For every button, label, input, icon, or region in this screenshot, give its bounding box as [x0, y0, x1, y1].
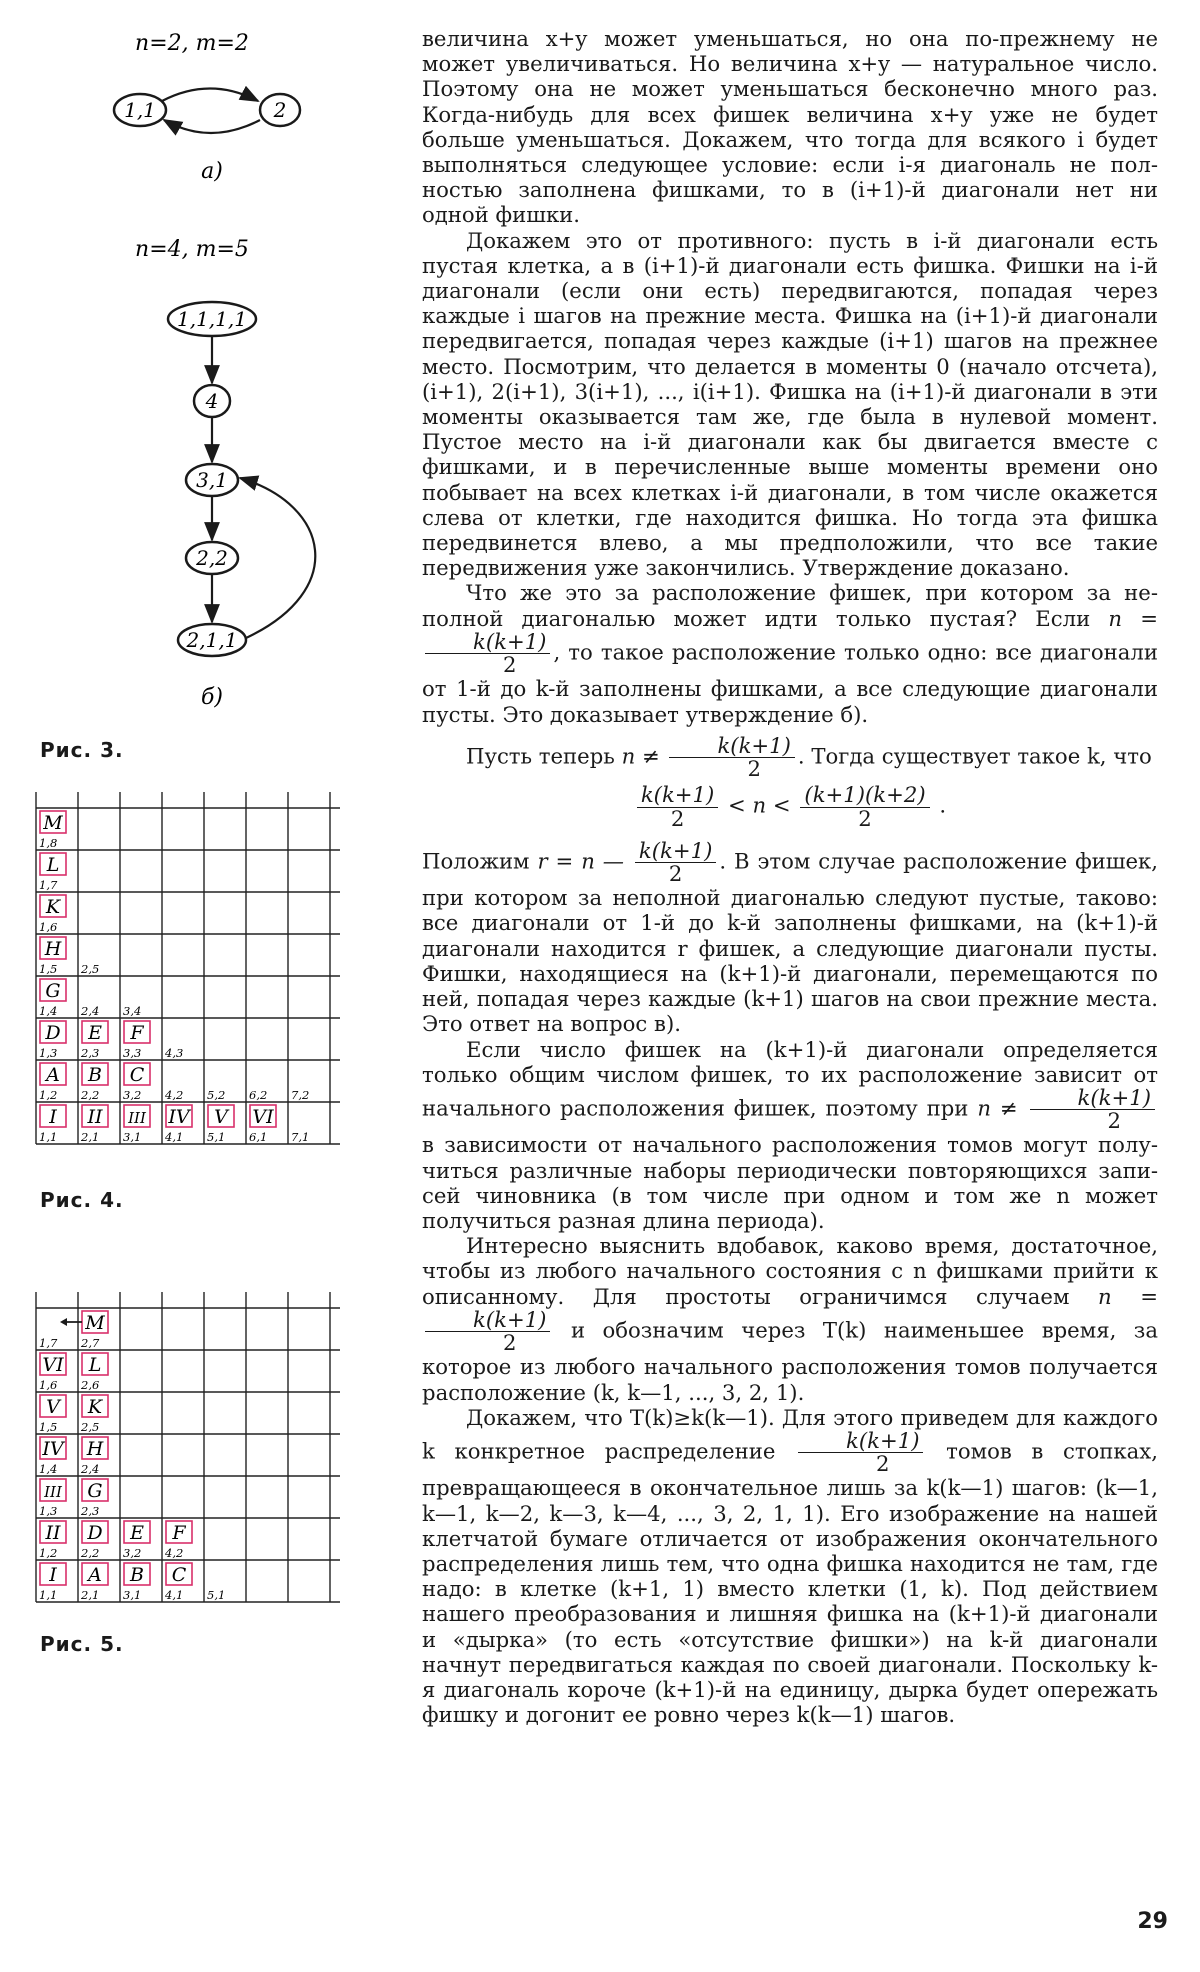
paragraph-7: [422, 1233, 1158, 1405]
volume-letter: A: [88, 1564, 102, 1586]
paragraph-1: величина x+y может уменьшаться, но она по-прежнему не может увеличиваться. Но величина x+y — натуральное число. Поэтому она не может уменьшаться бесконечно много раз. Когда-нибудь для всех фишек величина x+y уже не будет больше уменьшаться. Докажем, что тогда для всякого i будет выполняться следующее условие: если i-я диагональ не полностью заполнена фишками, то в (i+1)-й диагонали нет ни одной фишки.: [422, 26, 1158, 228]
volume-letter: D: [87, 1522, 103, 1544]
fraction-denominator: 2: [858, 805, 872, 831]
volume-letter: H: [86, 1438, 104, 1460]
fig5-move-arrowhead: [60, 1318, 67, 1326]
cell-coordinate: 2,5: [81, 1420, 100, 1434]
fig3a-header: n=2, m=2: [135, 31, 249, 56]
cell-coordinate: 4,2: [165, 1546, 184, 1560]
fraction-k-k1-over-2: [425, 628, 550, 678]
paragraph-6-start: Если число фишек на (k+1)-й диагонали определяется только общим числом фишек, то их расположение зависит от начального расположения фишек, поэтому при: [422, 1036, 1158, 1121]
cell-coordinate: 1,2: [39, 1546, 58, 1560]
volume-letter: II: [45, 1522, 61, 1544]
fig3b-header: n=4, m=5: [135, 237, 249, 262]
cell-coordinate: 3,4: [123, 1004, 142, 1018]
fraction-numerator: k(k+1): [669, 735, 794, 758]
fig5-label: Рис. 5.: [40, 1632, 124, 1656]
fraction-r: [635, 837, 716, 887]
fraction-right: [800, 784, 929, 830]
cell-coordinate: 2,2: [81, 1088, 100, 1102]
fig3-label: Рис. 3.: [40, 738, 124, 762]
cell-coordinate: 2,1: [81, 1588, 100, 1602]
fig3b-node-211-label: 2,1,1: [186, 628, 238, 652]
fraction-denominator: 2: [747, 756, 761, 782]
fraction-numerator: k(k+1): [1030, 1087, 1155, 1110]
fig3a-arrow-forward: [162, 89, 258, 102]
cell-coordinate: 1,6: [39, 1378, 58, 1392]
cell-coordinate: 4,1: [165, 1130, 184, 1144]
volume-letter: III: [128, 1109, 146, 1127]
cell-coordinate: 6,1: [249, 1130, 268, 1144]
fraction-k-k1-over-2-b: [669, 732, 794, 782]
volume-letter: IV: [42, 1438, 64, 1460]
fraction-denominator: 2: [876, 1451, 890, 1477]
figure-3-diagrams: [0, 0, 400, 560]
paragraph-7-end: и обозначим через T(k) наименьшее время, за которое из любого начального расположения томов получается расположение (k, k—1, ..., 3, 2, 1).: [422, 1317, 1158, 1405]
volume-letter: G: [45, 980, 61, 1002]
cell-coordinate: 1,1: [39, 1588, 58, 1602]
cell-coordinate: 1,2: [39, 1088, 58, 1102]
volume-letter: C: [171, 1564, 187, 1586]
fig3a-node-2-label: 2: [273, 98, 287, 122]
less-n-less: < n <: [728, 792, 791, 818]
cell-coordinate: 2,6: [81, 1378, 100, 1392]
cell-coordinate: 5,2: [207, 1088, 226, 1102]
fig3a-arrow-back: [164, 120, 260, 133]
fraction-numerator: k(k+1): [637, 784, 718, 807]
fraction-left: [637, 784, 718, 830]
volume-letter: B: [130, 1564, 144, 1586]
cell-coordinate: 1,8: [39, 836, 58, 850]
volume-letter: H: [44, 938, 62, 960]
volume-letter: IV: [168, 1106, 190, 1128]
r-equals: r = n —: [537, 848, 624, 874]
cell-coordinate: 4,2: [165, 1088, 184, 1102]
fraction-p6: [1030, 1084, 1155, 1134]
paragraph-4: [422, 732, 1158, 782]
volume-letter: V: [214, 1106, 228, 1128]
fig3b-node-4-label: 4: [205, 389, 219, 413]
paragraph-8-end: томов в стопках, превращающееся в окончательное лишь за k(k—1) шагов: (k—1, k—1, k—2, k—3, k—4, ..., 3, 2, 1, 1). Его изображение на нашей клетчатой бумаге отличается от изображения окончательного распределения лишь тем, что одна фишка находится не там, где надо: в клетке (k+1, 1) вместо клетки (1, k). Под действием нашего преобразования и лишняя фишка на (k+1)-й диагонали и «дырка» (то есть «отсутствие фишки») на k-й диагонали начнут передвигаться каждая по своей диагонали. Поскольку k-я диагональ короче (k+1)-й на единицу, дырка будет опережать фишку и догонит ее ровно через k(k—1) шагов.: [422, 1438, 1158, 1728]
fraction-numerator: (k+1)(k+2): [800, 784, 929, 807]
cell-coordinate: 3,1: [123, 1130, 142, 1144]
article-text: [422, 26, 1158, 1727]
volume-letter: K: [87, 1396, 103, 1418]
fraction-numerator: k(k+1): [425, 1309, 550, 1332]
volume-letter: I: [49, 1106, 57, 1128]
cell-coordinate: 2,4: [81, 1004, 100, 1018]
cell-coordinate: 3,3: [123, 1046, 142, 1060]
cell-coordinate: 5,1: [207, 1588, 226, 1602]
cell-coordinate: 1,7: [39, 1336, 58, 1350]
volume-letter: E: [130, 1522, 144, 1544]
paragraph-6-end: в зависимости от начального расположения томов могут получиться различные наборы периодически повторяющихся записей чиновника (в том числе при одном и том же n может получиться разная длина периода).: [422, 1132, 1158, 1234]
paragraph-2: Докажем это от противного: пусть в i-й диагонали есть пустая клетка, а в (i+1)-й диагонали есть фишка. Фишки на i-й диагонали (если они есть) передвигаются, попадая через каждые i шагов на прежние места. Фишка на (i+1)-й диагонали передвигается, попадая через каждые (i+1) шагов на прежнее место. Посмотрим, что делается в моменты 0 (начало отсчета), (i+1), 2(i+1), 3(i+1), ..., i(i+1). Фишка на (i+1)-й диагонали в эти моменты оказывается там же, где была в нулевой момент. Пустое место на i-й диагонали как бы двигается вместе с фишками, и в перечисленные выше моменты времени оно побывает на всех клетках i-й диагонали, в том числе окажется слева от клетки, где находится фишка. Но тогда эта фишка передвинется влево, а мы предположили, что все такие передвижения уже закончились. Утверждение доказано.: [422, 227, 1158, 581]
fraction-numerator: k(k+1): [635, 840, 716, 863]
paragraph-5-start: Положим: [422, 848, 530, 874]
inequality-display: [422, 784, 1158, 830]
volume-letter: I: [49, 1564, 57, 1586]
paragraph-6: [422, 1037, 1158, 1234]
cell-coordinate: 2,2: [81, 1546, 100, 1560]
volume-letter: L: [88, 1354, 102, 1376]
volume-letter: F: [130, 1022, 144, 1044]
n-not-equal: n ≠: [621, 743, 660, 769]
fig3a-node-11-label: 1,1: [124, 98, 156, 122]
cell-coordinate: 2,4: [81, 1462, 100, 1476]
cell-coordinate: 4,3: [165, 1046, 184, 1060]
volume-letter: M: [43, 812, 63, 834]
n-not-equal-2: n ≠: [977, 1095, 1018, 1121]
volume-letter: VI: [42, 1354, 64, 1376]
fraction-denominator: 2: [668, 861, 683, 887]
cell-coordinate: 7,1: [291, 1130, 310, 1144]
volume-letter: M: [85, 1312, 105, 1334]
cell-coordinate: 2,3: [81, 1046, 100, 1060]
fig3b-node-22-label: 2,2: [196, 546, 228, 570]
fig3b-caption: б): [200, 685, 224, 710]
fraction-numerator: k(k+1): [798, 1430, 923, 1453]
volume-letter: K: [45, 896, 61, 918]
volume-letter: L: [46, 854, 60, 876]
paragraph-5-end: . В этом случае расположение фишек, при котором за неполной диагональю следуют пустые, таково: все диагонали от 1-й до k-й заполнены фишками, на (k+1)-й диагонали находится r фишек, а следующие диагонали пусты. Фишки, находящиеся на (k+1)-й диагонали, перемещаются по ней, попадая через каждые (k+1) шагов на свои прежние места. Это ответ на вопрос в).: [422, 848, 1158, 1037]
fraction-denominator: 2: [502, 652, 517, 678]
paragraph-8-start: Докажем, что T(k)≥k(k—1). Для этого приведем для каждого k конкретное распределение: [422, 1404, 1158, 1464]
fig3b-node-31-label: 3,1: [196, 468, 228, 492]
cell-coordinate: 2,3: [81, 1504, 100, 1518]
cell-coordinate: 1,5: [39, 1420, 58, 1434]
cell-coordinate: 4,1: [165, 1588, 184, 1602]
cell-coordinate: 6,2: [249, 1088, 268, 1102]
fraction-p8: [798, 1427, 923, 1477]
volume-letter: A: [46, 1064, 60, 1086]
fig4-label: Рис. 4.: [40, 1188, 124, 1212]
cell-coordinate: 1,7: [39, 878, 58, 892]
cell-coordinate: 7,2: [291, 1088, 310, 1102]
volume-letter: II: [87, 1106, 103, 1128]
volume-letter: III: [44, 1483, 62, 1501]
cell-coordinate: 3,1: [123, 1588, 142, 1602]
volume-letter: G: [87, 1480, 103, 1502]
n-equals: n =: [1108, 605, 1158, 631]
cell-coordinate: 5,1: [207, 1130, 226, 1144]
figure-5-grid: [34, 1290, 384, 1610]
figures-column: [0, 0, 400, 1972]
figure-3b-lower: [0, 540, 400, 720]
paragraph-3: [422, 580, 1158, 726]
cell-coordinate: 3,2: [123, 1546, 142, 1560]
cell-coordinate: 1,5: [39, 962, 58, 976]
cell-coordinate: 1,3: [39, 1504, 58, 1518]
cell-coordinate: 1,4: [39, 1462, 58, 1476]
paragraph-7-start: Интересно выяснить вдобавок, каково время, достаточное, чтобы из любого начального состояния с n фишками прийти к описанному. Для простоты ограничимся случаем: [422, 1233, 1158, 1309]
figure-4-grid: [34, 790, 384, 1150]
paragraph-4-end: . Тогда существует такое k, что: [797, 743, 1152, 769]
fraction-denominator: 2: [502, 1330, 517, 1356]
cell-coordinate: 1,3: [39, 1046, 58, 1060]
volume-letter: F: [172, 1522, 186, 1544]
fig3b-node-1111-label: 1,1,1,1: [177, 307, 247, 331]
cell-coordinate: 1,4: [39, 1004, 58, 1018]
fraction-p7: [425, 1306, 550, 1356]
volume-letter: B: [88, 1064, 102, 1086]
fraction-numerator: k(k+1): [425, 631, 550, 654]
cell-coordinate: 3,2: [123, 1088, 142, 1102]
page-number: 29: [1137, 1909, 1168, 1934]
volume-letter: V: [46, 1396, 60, 1418]
cell-coordinate: 1,1: [39, 1130, 58, 1144]
volume-letter: E: [88, 1022, 102, 1044]
paragraph-8: [422, 1405, 1158, 1728]
fraction-denominator: 2: [670, 805, 685, 831]
n-equals-2: n =: [1098, 1283, 1158, 1309]
fraction-denominator: 2: [1107, 1108, 1122, 1134]
volume-letter: VI: [252, 1106, 274, 1128]
paragraph-3-start: Что же это за расположение фишек, при котором за неполной диагональю может идти только пустая? Если: [422, 580, 1158, 631]
inequality-period: .: [939, 792, 947, 818]
fig3a-caption: a): [201, 159, 223, 184]
volume-letter: D: [45, 1022, 61, 1044]
paragraph-4-start: Пусть теперь: [466, 743, 615, 769]
cell-coordinate: 2,1: [81, 1130, 100, 1144]
cell-coordinate: 2,5: [81, 962, 100, 976]
paragraph-5: [422, 837, 1158, 1037]
paragraph-3-end: , то такое расположение только одно: все диагонали от 1-й до k-й заполнены фишками, а все следующие диагонали пусты. Это доказывает утверждение б).: [422, 639, 1158, 727]
volume-letter: C: [129, 1064, 145, 1086]
cell-coordinate: 1,6: [39, 920, 58, 934]
cell-coordinate: 2,7: [81, 1336, 100, 1350]
